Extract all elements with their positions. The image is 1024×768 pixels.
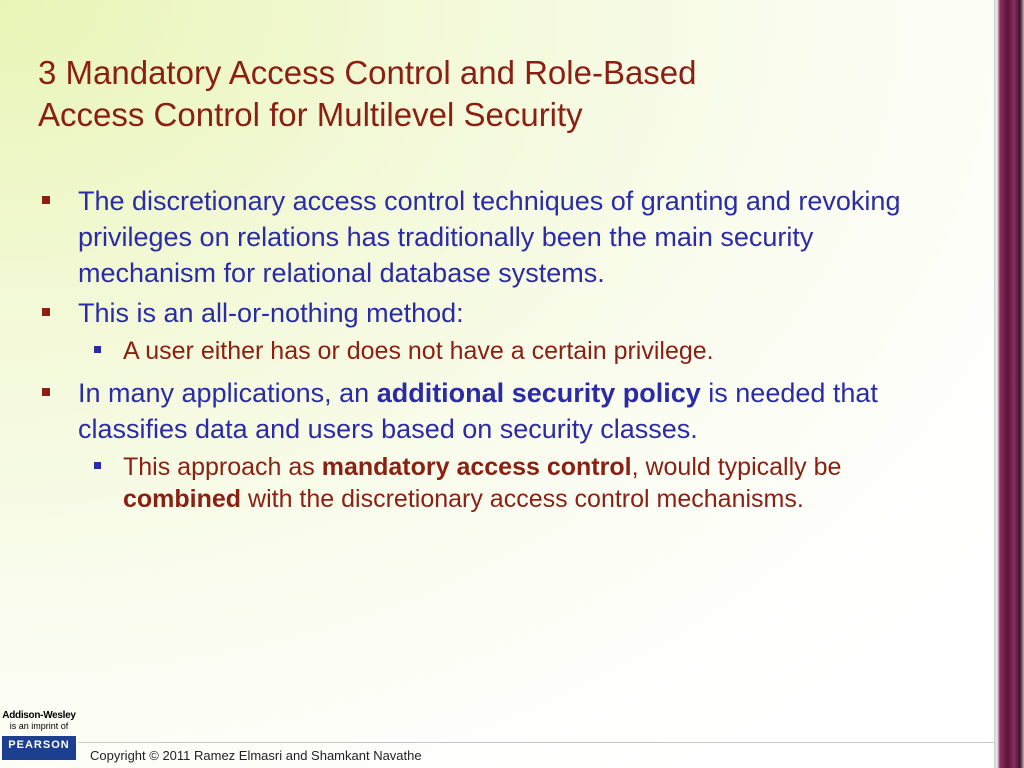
sub-bullet-marker (94, 462, 101, 469)
sub-bullet-3-1-post: with the discretionary access control mechanisms. (241, 485, 804, 513)
bullet-2 (38, 295, 958, 331)
slide-title (38, 52, 968, 136)
bullet-marker (42, 388, 50, 396)
bullet-2-text: This is an all-or-nothing method: (78, 298, 464, 328)
bullet-1 (38, 183, 958, 291)
bullet-3-text-pre: In many applications, an (78, 378, 377, 408)
sub-bullet-2-1 (38, 335, 958, 367)
bullet-1-text: The discretionary access control techniques of granting and revoking privileges on relations has traditionally been the main security mechanism for relational database systems. (78, 186, 901, 288)
copyright-text: Copyright © 2011 Ramez Elmasri and Shamkant Navathe (90, 748, 422, 763)
logo-imprint-text: is an imprint of (9, 721, 69, 731)
bullet-marker (42, 308, 50, 316)
slide-content (38, 183, 958, 523)
slide-title-line-1: 3 Mandatory Access Control and Role-Based (38, 54, 697, 91)
bullet-3-emphasis: additional security policy (376, 378, 701, 408)
sub-bullet-3-1-emphasis-1: mandatory access control (321, 453, 632, 481)
sub-bullet-marker (94, 346, 101, 353)
publisher-logo (2, 710, 76, 768)
slide-title-line-2: Access Control for Multilevel Security (38, 96, 583, 133)
footer-divider (78, 742, 994, 743)
sub-bullet-3-1-emphasis-2: combined (123, 485, 242, 513)
sub-bullet-3-1-mid: , would typically be (631, 453, 842, 481)
logo-addison-wesley: Addison-Wesley (2, 710, 76, 721)
bullet-3 (38, 375, 958, 447)
logo-pearson: PEARSON (2, 736, 76, 760)
bullet-3-text-post: is needed that classifies data and users based on security classes. (78, 378, 878, 444)
sub-bullet-3-1 (38, 451, 958, 515)
right-accent-bar (994, 0, 1024, 768)
sub-bullet-3-1-pre: This approach as (123, 453, 322, 481)
bullet-marker (42, 196, 50, 204)
sub-bullet-2-1-text: A user either has or does not have a certain privilege. (123, 337, 714, 365)
